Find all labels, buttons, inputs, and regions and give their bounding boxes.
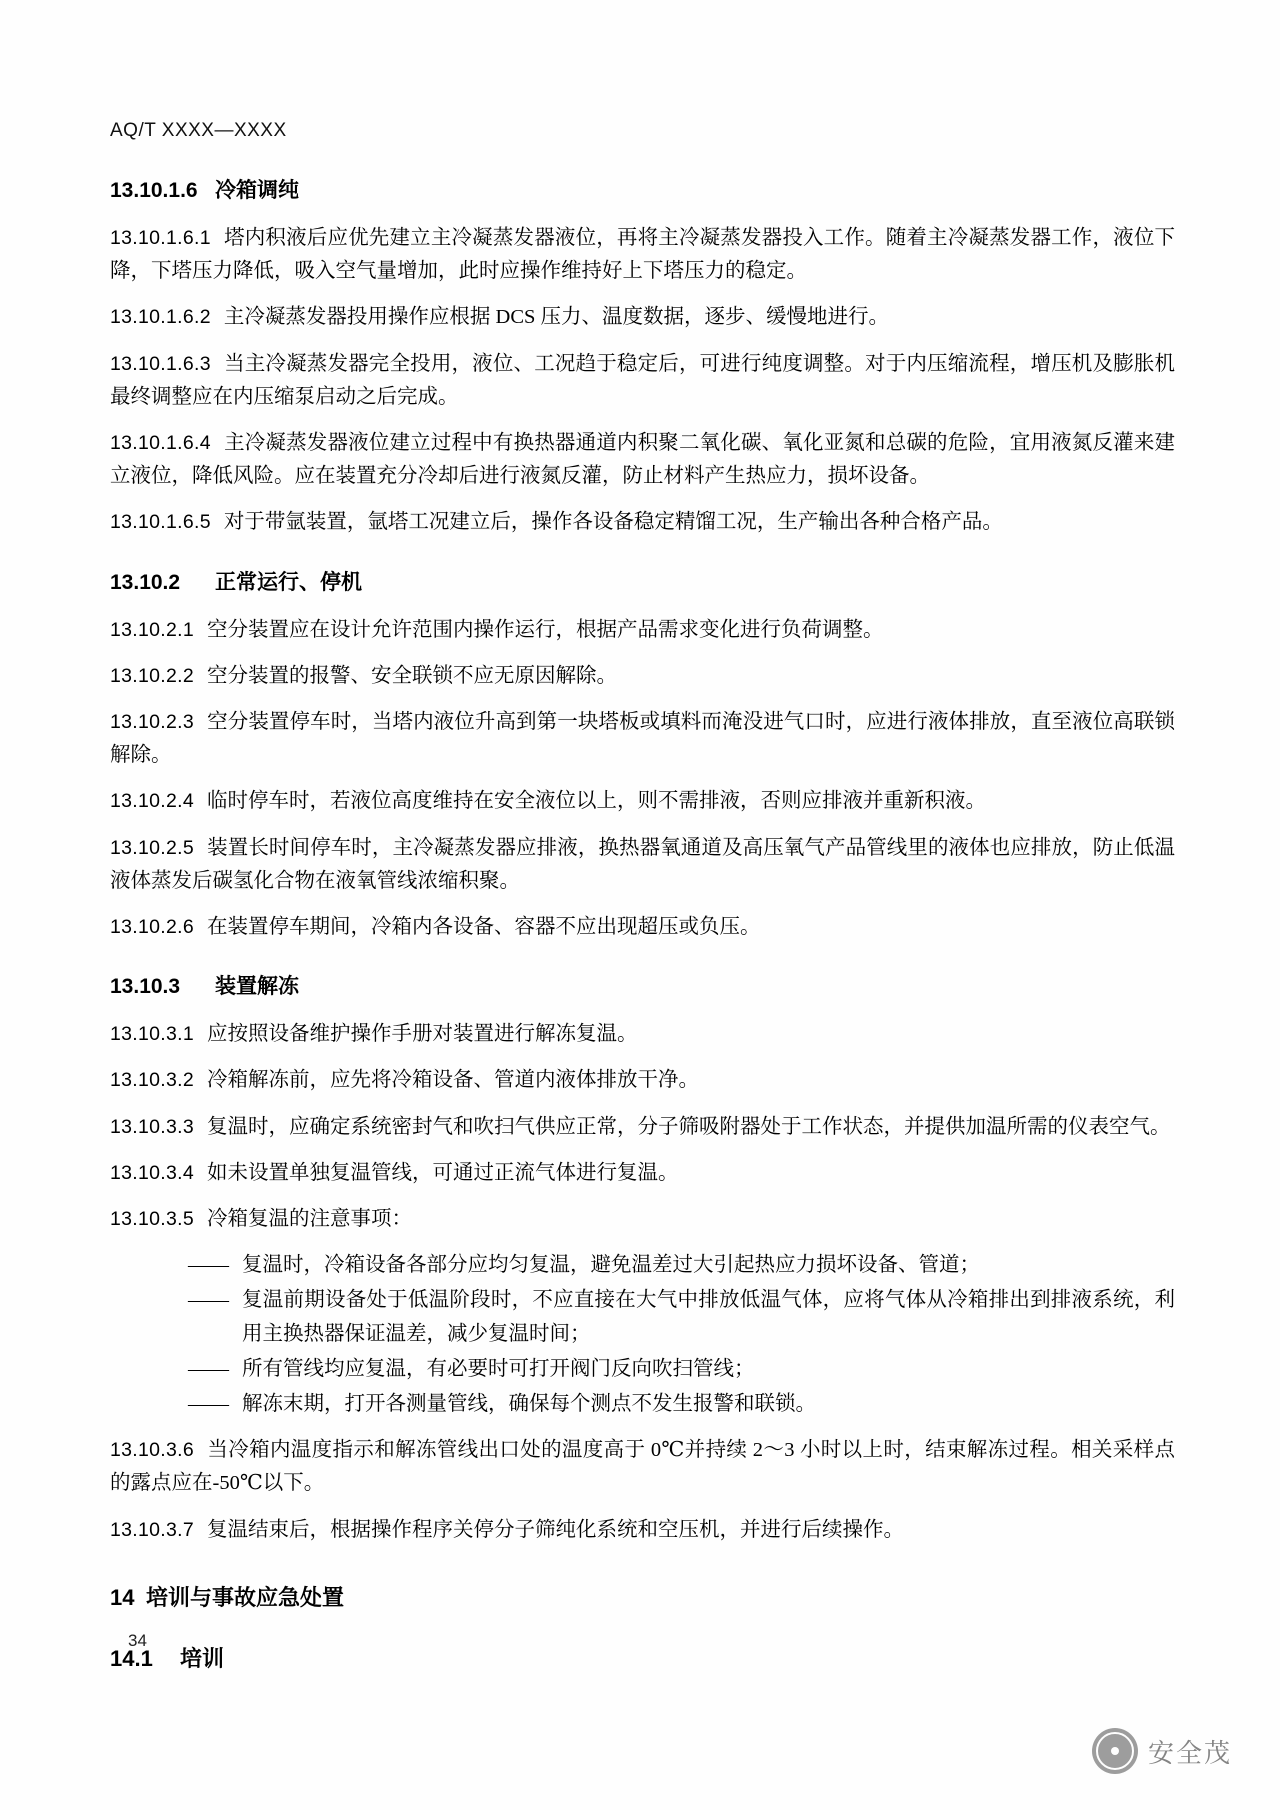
paragraph-number: 13.10.3.4 <box>110 1161 195 1184</box>
paragraph-13-10-3-7 <box>110 1514 1175 1547</box>
section-number: 13.10.1.6 <box>110 179 198 202</box>
section-heading-13-10-3 <box>110 970 1175 1000</box>
paragraph-number: 13.10.1.6.2 <box>110 306 211 329</box>
paragraph-number: 13.10.1.6.4 <box>110 432 211 455</box>
paragraph-text: 临时停车时，若液位高度维持在安全液位以上，则不需排液，否则应排液并重新积液。 <box>207 790 987 813</box>
paragraph-number: 13.10.3.6 <box>110 1439 195 1462</box>
paragraph-13-10-2-5 <box>110 832 1175 898</box>
paragraph-13-10-3-3 <box>110 1111 1175 1144</box>
paragraph-13-10-3-4 <box>110 1157 1175 1190</box>
section-title: 冷箱调纯 <box>215 179 299 202</box>
list-item <box>110 1353 1175 1386</box>
paragraph-number: 13.10.1.6.3 <box>110 352 211 375</box>
paragraph-13-10-3-5 <box>110 1203 1175 1236</box>
paragraph-number: 13.10.3.2 <box>110 1069 195 1092</box>
list-item <box>110 1249 1175 1282</box>
section-number: 14.1 <box>110 1645 153 1671</box>
section-number: 13.10.2 <box>110 570 181 594</box>
paragraph-13-10-3-2 <box>110 1064 1175 1097</box>
paragraph-text: 空分装置停车时，当塔内液位升高到第一块塔板或填料而淹没进气口时，应进行液体排放，直至液位高联锁解除。 <box>110 711 1175 767</box>
paragraph-13-10-1-6-3 <box>110 348 1175 414</box>
paragraph-text: 对于带氩装置，氩塔工况建立后，操作各设备稳定精馏工况，生产输出各种合格产品。 <box>223 511 1003 534</box>
paragraph-text: 冷箱解冻前，应先将冷箱设备、管道内液体排放干净。 <box>207 1069 700 1092</box>
paragraph-text: 在装置停车期间，冷箱内各设备、容器不应出现超压或负压。 <box>207 916 761 939</box>
seal-icon <box>1092 1728 1138 1774</box>
paragraph-text: 主冷凝蒸发器液位建立过程中有换热器通道内积聚二氧化碳、氧化亚氮和总碳的危险，宜用液氮反灌来建立液位，降低风险。应在装置充分冷却后进行液氮反灌，防止材料产生热应力，损坏设备。 <box>110 432 1175 488</box>
paragraph-text: 当冷箱内温度指示和解冻管线出口处的温度高于 0℃并持续 2～3 小时以上时，结束解冻过程。相关采样点的露点应在-50℃以下。 <box>110 1439 1175 1495</box>
paragraph-number: 13.10.3.7 <box>110 1518 195 1541</box>
paragraph-text: 空分装置的报警、安全联锁不应无原因解除。 <box>207 664 618 687</box>
dash-marker: —— <box>188 1289 229 1312</box>
list-item-text: 复温时，冷箱设备各部分应均匀复温，避免温差过大引起热应力损坏设备、管道； <box>242 1254 980 1277</box>
watermark <box>1092 1728 1232 1774</box>
paragraph-text: 应按照设备维护操作手册对装置进行解冻复温。 <box>207 1023 638 1046</box>
page-content <box>110 120 1175 1693</box>
paragraph-number: 13.10.2.6 <box>110 916 195 939</box>
list-item <box>110 1388 1175 1421</box>
paragraph-text: 塔内积液后应优先建立主冷凝蒸发器液位，再将主冷凝蒸发器投入工作。随着主冷凝蒸发器工作，液位下降，下塔压力降低，吸入空气量增加，此时应操作维持好上下塔压力的稳定。 <box>110 227 1175 283</box>
paragraph-text: 主冷凝蒸发器投用操作应根据 DCS 压力、温度数据，逐步、缓慢地进行。 <box>223 306 890 329</box>
dash-marker: —— <box>188 1357 229 1380</box>
paragraph-13-10-1-6-5 <box>110 506 1175 539</box>
list-item-text: 所有管线均应复温，有必要时可打开阀门反向吹扫管线； <box>242 1357 755 1380</box>
dash-marker: —— <box>188 1393 229 1416</box>
document-header-code: AQ/T XXXX—XXXX <box>110 120 287 141</box>
section-number: 14 <box>110 1584 135 1610</box>
paragraph-number: 13.10.3.1 <box>110 1023 195 1046</box>
section-heading-13-10-1-6 <box>110 174 1175 204</box>
paragraph-13-10-3-6 <box>110 1434 1175 1500</box>
section-title: 培训与事故应急处置 <box>146 1584 345 1610</box>
paragraph-13-10-2-1 <box>110 614 1175 647</box>
paragraph-13-10-2-4 <box>110 785 1175 818</box>
dash-marker: —— <box>188 1254 229 1277</box>
paragraph-13-10-1-6-1 <box>110 222 1175 288</box>
paragraph-text: 如未设置单独复温管线，可通过正流气体进行复温。 <box>207 1161 679 1184</box>
page-number: 34 <box>128 1631 147 1650</box>
list-item-text: 解冻末期，打开各测量管线，确保每个测点不发生报警和联锁。 <box>242 1393 816 1416</box>
paragraph-number: 13.10.1.6.5 <box>110 511 211 534</box>
section-heading-14-1 <box>110 1642 1175 1673</box>
paragraph-13-10-2-6 <box>110 911 1175 944</box>
paragraph-13-10-2-2 <box>110 660 1175 693</box>
paragraph-text: 装置长时间停车时，主冷凝蒸发器应排液，换热器氧通道及高压氧气产品管线里的液体也应排放，防止低温液体蒸发后碳氢化合物在液氧管线浓缩积聚。 <box>110 836 1175 892</box>
paragraph-13-10-2-3 <box>110 706 1175 772</box>
paragraph-text: 复温结束后，根据操作程序关停分子筛纯化系统和空压机，并进行后续操作。 <box>207 1518 905 1541</box>
section-title: 正常运行、停机 <box>215 570 362 594</box>
section-title: 装置解冻 <box>215 975 299 999</box>
paragraph-number: 13.10.2.4 <box>110 790 195 813</box>
section-number: 13.10.3 <box>110 975 181 999</box>
paragraph-13-10-1-6-2 <box>110 301 1175 334</box>
list-item-text: 复温前期设备处于低温阶段时，不应直接在大气中排放低温气体，应将气体从冷箱排出到排液系统，利用主换热器保证温差，减少复温时间； <box>242 1289 1175 1345</box>
paragraph-number: 13.10.3.3 <box>110 1115 195 1138</box>
paragraph-number: 13.10.2.2 <box>110 664 195 687</box>
list-item <box>110 1284 1175 1350</box>
paragraph-number: 13.10.2.1 <box>110 618 195 641</box>
paragraph-number: 13.10.2.3 <box>110 711 195 734</box>
paragraph-text: 当主冷凝蒸发器完全投用，液位、工况趋于稳定后，可进行纯度调整。对于内压缩流程，增压机及膨胀机最终调整应在内压缩泵启动之后完成。 <box>110 352 1175 408</box>
paragraph-text: 空分装置应在设计允许范围内操作运行，根据产品需求变化进行负荷调整。 <box>207 618 884 641</box>
watermark-label: 安全茂 <box>1147 1737 1232 1768</box>
section-heading-14 <box>110 1581 1175 1612</box>
section-title: 培训 <box>180 1645 225 1671</box>
paragraph-text: 复温时，应确定系统密封气和吹扫气供应正常，分子筛吸附器处于工作状态，并提供加温所需的仪表空气。 <box>207 1115 1171 1138</box>
paragraph-number: 13.10.2.5 <box>110 836 195 859</box>
paragraph-number: 13.10.3.5 <box>110 1208 195 1231</box>
paragraph-13-10-1-6-4 <box>110 427 1175 493</box>
dash-list <box>110 1249 1175 1421</box>
paragraph-number: 13.10.1.6.1 <box>110 227 211 249</box>
paragraph-13-10-3-1 <box>110 1018 1175 1051</box>
section-heading-13-10-2 <box>110 566 1175 596</box>
paragraph-text: 冷箱复温的注意事项： <box>207 1208 413 1231</box>
